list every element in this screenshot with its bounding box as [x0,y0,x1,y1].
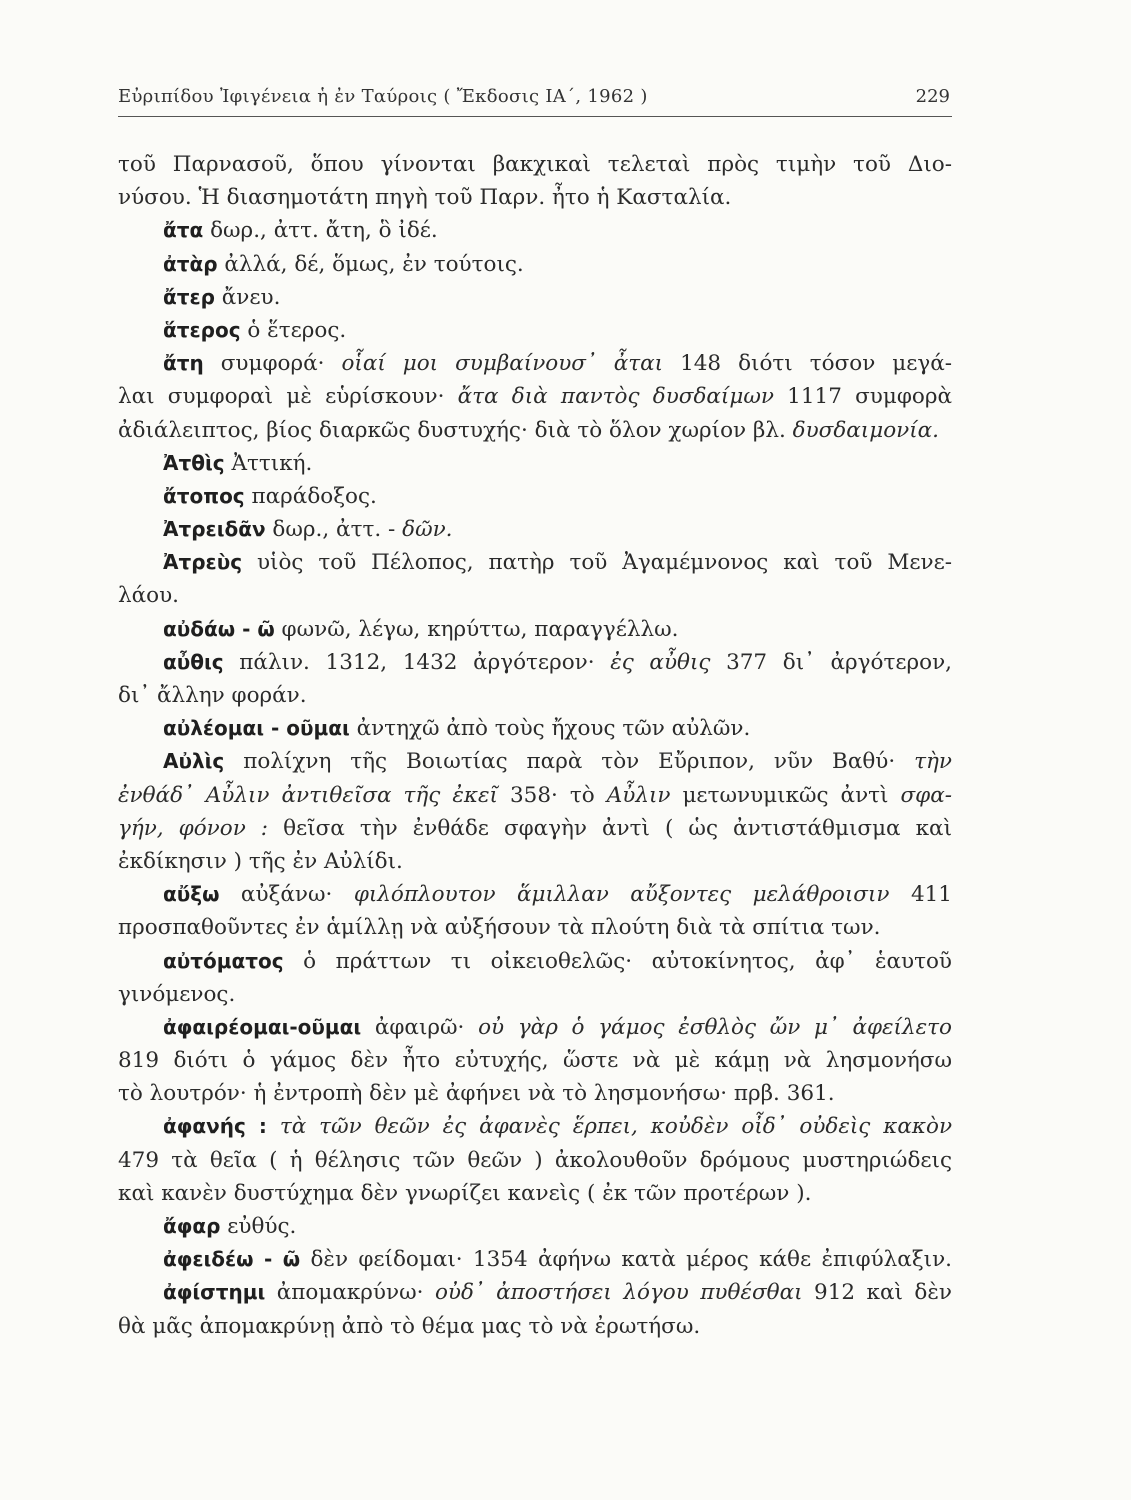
glossary-entry-line [118,480,952,513]
glossary-entry-line [118,745,952,778]
headword: αὖθις [163,649,224,674]
glossary-entry-line [118,314,952,347]
glossary-body [118,148,952,1343]
running-title: Εὐριπίδου Ἰφιγένεια ἡ ἐν Ταύροις ( Ἔκδοσις ΙΑ΄, 1962 ) [118,86,648,107]
definition-text: υἱὸς τοῦ Πέλοπος, πατὴρ τοῦ Ἀγαμέμνονος καὶ τοῦ Μενε- [242,550,952,576]
quotation: γήν, φόνον : [118,815,269,841]
glossary-continuation-line [118,414,952,447]
glossary-continuation-line [118,845,952,878]
headword: ἀφανής : [163,1114,267,1139]
definition-text: θεῖσα τὴν ἐνθάδε σφαγὴν ἀντὶ ( ὡς ἀντιστάθμισμα καὶ [268,815,952,841]
definition-text: λαι συμφοραὶ μὲ εὑρίσκουν· [118,384,458,410]
headword: ἀτὰρ [163,251,218,276]
glossary-continuation-line [118,1310,952,1343]
definition-text: 377 δι᾽ ἀργότερον, [710,649,952,675]
definition-text: δωρ., ἀττ. ἄτη, ὃ ἰδέ. [203,218,438,244]
glossary-entry-line [118,447,952,480]
headword: ἀφαιρέομαι-οῦμαι [163,1014,362,1039]
glossary-continuation-line [118,1077,952,1110]
definition-text: ἀντηχῶ ἀπὸ τοὺς ἤχους τῶν αὐλῶν. [349,716,751,742]
quotation: σφα- [900,782,952,808]
quotation: φιλόπλουτον ἅμιλλαν αὔξοντες μελάθροισιν [353,882,890,908]
glossary-continuation-line [118,978,952,1011]
glossary-continuation-line [118,1144,952,1177]
glossary-entry-line [118,945,952,978]
headword: Ἀτρειδᾶν [163,517,266,542]
definition-text: φωνῶ, λέγω, κηρύττω, παραγγέλλω. [274,616,679,642]
definition-text: συμφορά· [203,351,342,377]
definition-text: αὐξάνω· [219,882,354,908]
headword: αὐτόματος [163,948,284,973]
glossary-entry-line [118,646,952,679]
definition-text: πολίχνη τῆς Βοιωτίας παρὰ τὸν Εὔριπον, νῦν Βαθύ· [224,749,915,775]
headword: ἄτερ [163,284,215,309]
definition-text: δωρ., ἀττ. - [265,517,403,543]
quotation: ἐνθάδ᾽ Αὖλιν ἀντιθεῖσα τῆς ἐκεῖ [118,782,498,808]
glossary-continuation-line [118,1044,952,1077]
definition-text: ἀφαιρῶ· [361,1014,479,1040]
definition-text: ὁ πράττων τι οἰκειοθελῶς· αὐτοκίνητος, ἀφ᾽ ἑαυτοῦ [283,948,952,974]
glossary-continuation-line [118,181,952,214]
headword: ἅτερος [163,317,241,342]
glossary-entry-line [118,1110,952,1143]
definition-text: δὲν φείδομαι· 1354 ἀφήνω κατὰ μέρος κάθε ἐπιφύλαξιν. [300,1247,952,1273]
glossary-continuation-line [118,148,952,181]
definition-text: γινόμενος. [118,981,236,1007]
definition-text: πάλιν. 1312, 1432 ἀργότερον· [223,649,611,675]
definition-text: εὐθύς. [220,1214,297,1239]
headword: Ἀτρεὺς [163,550,243,575]
headword: ἄτα [163,218,204,243]
definition-text: ὁ ἕτερος. [240,317,347,343]
definition-text: ἀπομακρύνω· [265,1280,435,1306]
quotation: ἄτα διὰ παντὸς δυσδαίμων [457,384,774,410]
glossary-continuation-line [118,679,952,712]
page-number: 229 [915,86,950,107]
glossary-continuation-line [118,380,952,413]
quotation: δυσδαιμονία. [792,417,939,443]
definition-text: Ἀττική. [224,450,313,476]
quotation: οὐ γὰρ ὁ γάμος ἐσθλὸς ὤν μ᾽ ἀφείλετο [478,1014,952,1040]
glossary-continuation-line [118,911,952,944]
definition-text: προσπαθοῦντες ἐν ἁμίλλῃ νὰ αὐξήσουν τὰ πλούτη διὰ τὰ σπίτια των. [118,915,881,941]
quotation: τὰ τῶν θεῶν ἐς ἀφανὲς ἕρπει, κοὐδὲν οἶδ᾽ οὐδεὶς κακὸν [279,1114,952,1140]
definition-text: ἀλλά, δέ, ὅμως, ἐν τούτοις. [217,251,524,277]
quotation: οἷαί μοι συμβαίνουσ᾽ ἆται [341,351,664,377]
headword: ἄτη [163,351,204,376]
glossary-continuation-line [118,812,952,845]
definition-text: δι᾽ ἄλλην φοράν. [118,683,307,708]
headword: αὐδάω - ῶ [163,616,275,641]
definition-text [267,1114,280,1139]
definition-text: τὸ λουτρόν· ἡ ἐντροπὴ δὲν μὲ ἀφήνει νὰ τὸ λησμονήσω· πρβ. 361. [118,1081,835,1107]
headword: Αὐλὶς [163,749,225,774]
glossary-entry-line [118,1011,952,1044]
headword: αὔξω [163,882,220,907]
quotation: ἐς αὖθις [610,649,711,675]
glossary-entry-line [118,248,952,281]
definition-text: λάου. [118,583,179,609]
definition-text: 479 τὰ θεῖα ( ἡ θέλησις τῶν θεῶν ) ἀκολουθοῦν δρόμους μυστηριώδεις [118,1147,952,1173]
definition-text: ἀδιάλειπτος, βίος διαρκῶς δυστυχής· διὰ τὸ ὅλον χωρίον βλ. [118,417,793,443]
glossary-entry-line [118,347,952,380]
definition-text: 411 [889,882,952,908]
quotation: οὐδ᾽ ἀποστήσει λόγου πυθέσθαι [434,1280,803,1306]
running-header [118,86,952,117]
headword: ἀφίστημι [163,1280,266,1305]
glossary-entry-line [118,1210,952,1243]
glossary-entry-line [118,513,952,546]
definition-text: 358· τὸ [497,782,607,808]
headword: Ἀτθὶς [163,450,225,475]
glossary-entry-line [118,546,952,579]
glossary-entry-line [118,1276,952,1309]
definition-text: 148 διότι τόσον μεγά- [663,351,952,377]
glossary-entry-line [118,878,952,911]
definition-text: 912 καὶ δὲν [802,1280,952,1306]
quotation: τὴν [914,749,952,775]
headword: ἄφαρ [163,1214,221,1238]
definition-text: 819 διότι ὁ γάμος δὲν ἦτο εὐτυχής, ὥστε νὰ μὲ κάμῃ νὰ λησμονήσω [118,1048,952,1074]
definition-text: 1117 συμφορὰ [773,384,952,410]
definition-text: ἐκδίκησιν ) τῆς ἐν Αὐλίδι. [118,848,403,874]
glossary-entry-line [118,613,952,646]
headword: αὐλέομαι - οῦμαι [163,716,350,741]
headword: ἄτοπος [163,483,245,508]
glossary-continuation-line [118,779,952,812]
definition-text: νύσου. Ἡ διασημοτάτη πηγὴ τοῦ Παρν. ἦτο ἡ Κασταλία. [118,185,732,211]
glossary-entry-line [118,1243,952,1276]
glossary-entry-line [118,214,952,247]
definition-text: παράδοξος. [244,483,377,509]
glossary-continuation-line [118,1177,952,1210]
definition-text: ἄνευ. [214,284,281,310]
definition-text: καὶ κανὲν δυστύχημα δὲν γνωρίζει κανεὶς ( ἐκ τῶν προτέρων ). [118,1180,812,1206]
definition-text: τοῦ Παρνασοῦ, ὅπου γίνονται βακχικαὶ τελεταὶ πρὸς τιμὴν τοῦ Διο- [118,152,952,177]
glossary-entry-line [118,281,952,314]
glossary-continuation-line [118,579,952,612]
headword: ἀφειδέω - ῶ [163,1247,301,1272]
definition-text: μετωνυμικῶς ἀντὶ [670,782,901,808]
quotation: Αὖλιν [606,782,671,808]
quotation: δῶν. [402,517,453,543]
glossary-entry-line [118,712,952,745]
definition-text: θὰ μᾶς ἀπομακρύνῃ ἀπὸ τὸ θέμα μας τὸ νὰ ἐρωτήσω. [118,1313,701,1339]
